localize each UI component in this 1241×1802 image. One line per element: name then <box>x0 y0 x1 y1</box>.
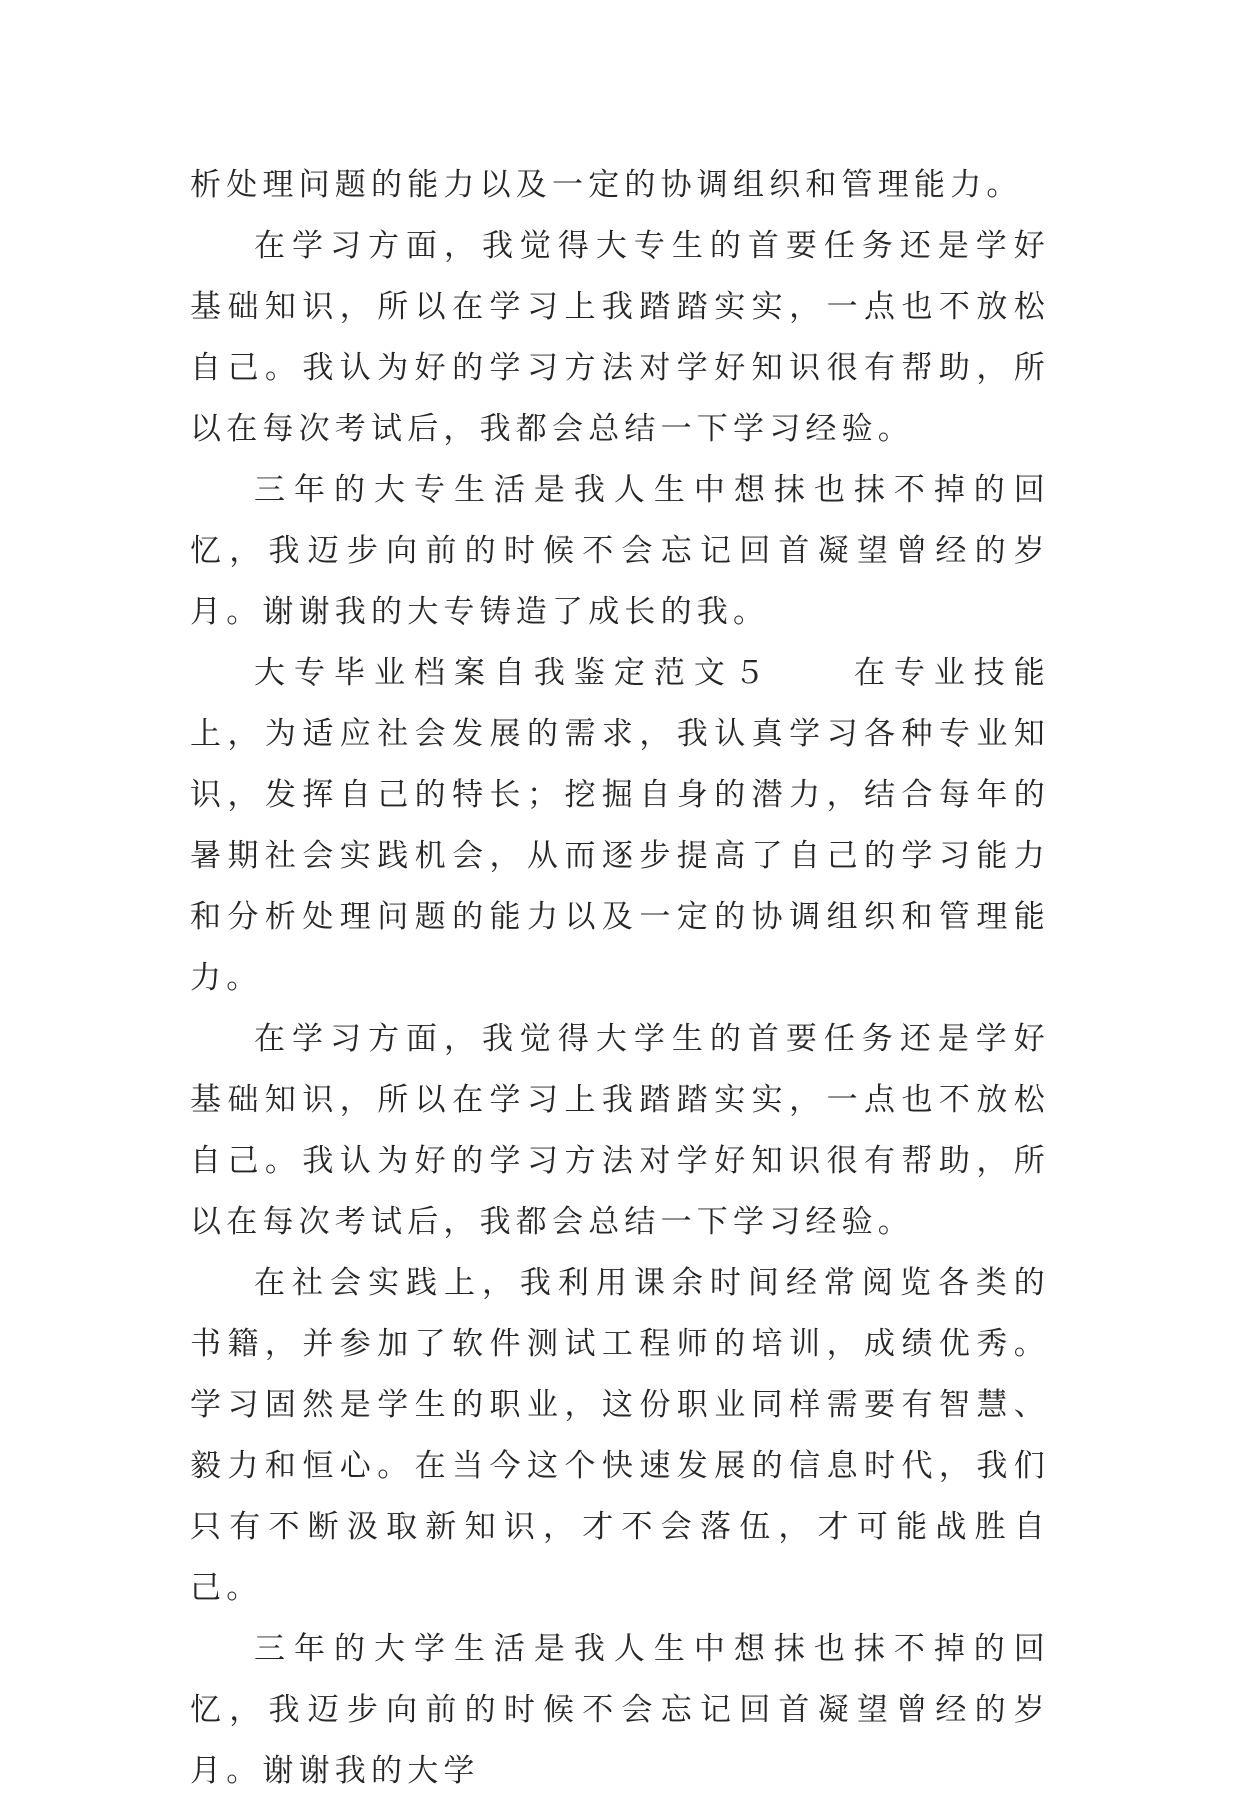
document-body <box>190 155 1050 1802</box>
paragraph-1: 析处理问题的能力以及一定的协调组织和管理能力。 <box>190 167 1023 203</box>
paragraph-3: 三年的大专生活是我人生中想抹也抹不掉的回忆，我迈步向前的时候不会忘记回首凝望曾经的岁月。谢谢我的大专铸造了成长的我。 <box>190 472 1050 630</box>
paragraph-5: 在学习方面，我觉得大学生的首要任务还是学好基础知识，所以在学习上我踏踏实实，一点也不放松自己。我认为好的学习方法对学好知识很有帮助，所以在每次考试后，我都会总结一下学习经验。 <box>190 1021 1050 1240</box>
paragraph-2: 在学习方面，我觉得大专生的首要任务还是学好基础知识，所以在学习上我踏踏实实，一点也不放松自己。我认为好的学习方法对学好知识很有帮助，所以在每次考试后，我都会总结一下学习经验。 <box>190 228 1050 447</box>
paragraph-4: 大专毕业档案自我鉴定范文５ 在专业技能上，为适应社会发展的需求，我认真学习各种专业知识，发挥自己的特长；挖掘自身的潜力，结合每年的暑期社会实践机会，从而逐步提高了自己的学习能力和分析处理问题的能力以及一定的协调组织和管理能力。 <box>190 655 1050 996</box>
paragraph-6: 在社会实践上，我利用课余时间经常阅览各类的书籍，并参加了软件测试工程师的培训，成绩优秀。学习固然是学生的职业，这份职业同样需要有智慧、毅力和恒心。在当今这个快速发展的信息时代，我们只有不断汲取新知识，才不会落伍，才可能战胜自己。 <box>190 1265 1050 1606</box>
paragraph-7: 三年的大学生活是我人生中想抹也抹不掉的回忆，我迈步向前的时候不会忘记回首凝望曾经的岁月。谢谢我的大学 <box>190 1631 1050 1789</box>
